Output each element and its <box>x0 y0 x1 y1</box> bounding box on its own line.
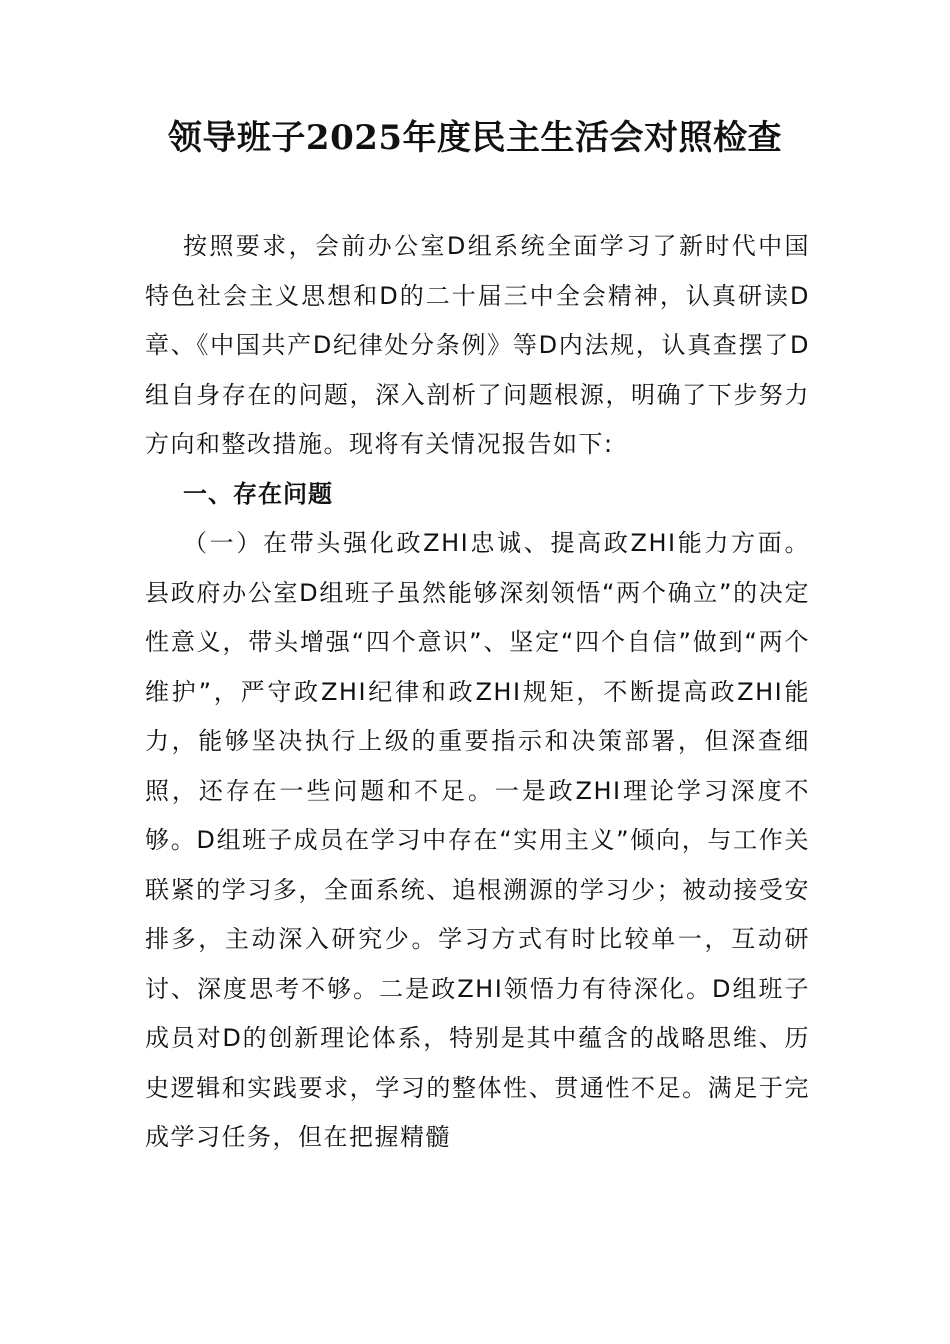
section-heading: 一、存在问题 <box>183 479 333 508</box>
intro-paragraph: 按照要求，会前办公室D组系统全面学习了新时代中国特色社会主义思想和D的二十届三中全会精神，认真研读D章、《中国共产D纪律处分条例》等D内法规，认真查摆了D组自身存在的问题，深入剖析了问题根源，明确了下步努力方向和整改措施。现将有关情况报告如下: <box>145 232 810 458</box>
section-paragraph: （一）在带头强化政ZHI忠诚、提高政ZHI能力方面。县政府办公室D组班子虽然能够深刻领悟“两个确立”的决定性意义，带头增强“四个意识”、坚定“四个自信”做到“两个维护”，严守政ZHI纪律和政ZHI规矩，不断提高政ZHI能力，能够坚决执行上级的重要指示和决策部署，但深查细照，还存在一些问题和不足。一是政ZHI理论学习深度不够。D组班子成员在学习中存在“实用主义”倾向，与工作关联紧的学习多，全面系统、追根溯源的学习少；被动接受安排多，主动深入研究少。学习方式有时比较单一，互动研讨、深度思考不够。二是政ZHI领悟力有待深化。D组班子成员对D的创新理论体系，特别是其中蕴含的战略思维、历史逻辑和实践要求，学习的整体性、贯通性不足。满足于完成学习任务，但在把握精髓 <box>145 529 810 1151</box>
document-body <box>145 222 810 1163</box>
document-title: 领导班子2025年度民主生活会对照检查 <box>167 118 783 158</box>
